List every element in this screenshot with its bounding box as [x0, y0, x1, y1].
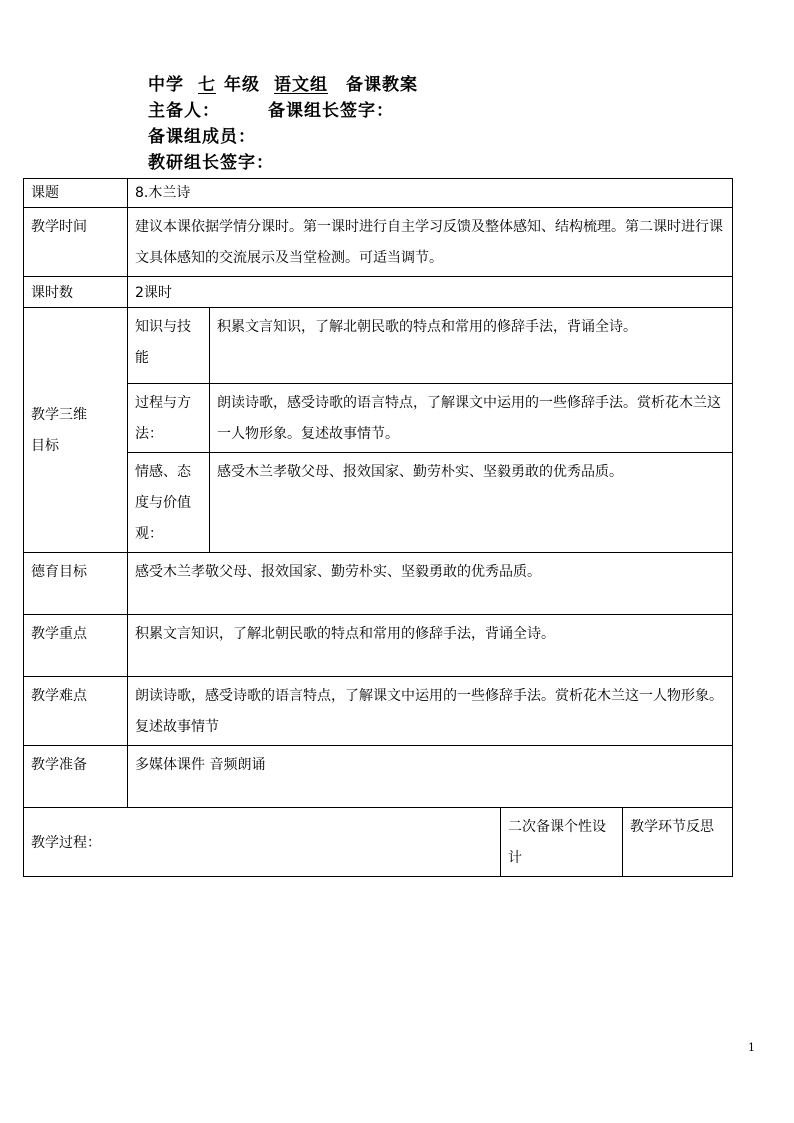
grade-value: 七: [198, 75, 216, 95]
periods-value: 2课时: [128, 277, 733, 308]
time-value: 建议本课依据学情分课时。第一课时进行自主学习反馈及整体感知、结构梳理。第二课时进行课文具体感知的交流展示及当堂检测。可适当调节。: [128, 208, 733, 277]
page-number: 1: [748, 1041, 755, 1054]
prep-row: [24, 746, 733, 808]
lesson-plan-table: [23, 178, 733, 877]
goal-knowledge-text: 积累文言知识，了解北朝民歌的特点和常用的修辞手法，背诵全诗。: [210, 308, 733, 384]
grade-suffix: 年级: [224, 75, 260, 95]
periods-row: [24, 277, 733, 308]
difficulty-value: 朗读诗歌，感受诗歌的语言特点，了解课文中运用的一些修辞手法。赏析花木兰这一人物形象。复述故事情节: [128, 677, 733, 746]
key-label: 教学重点: [24, 615, 128, 677]
lead-preparer-label: 主备人：: [148, 101, 220, 121]
moral-value: 感受木兰孝敬父母、报效国家、勤劳朴实、坚毅勇敢的优秀品质。: [128, 553, 733, 615]
group-members-label: 备课组成员：: [148, 127, 256, 147]
goal-process-label: 过程与方法：: [128, 384, 210, 453]
topic-label: 课题: [24, 179, 128, 208]
second-design-label: 二次备课个性设计: [501, 808, 623, 877]
prep-value: 多媒体课件 音频朗诵: [128, 746, 733, 808]
process-label: 教学过程：: [24, 808, 501, 877]
school-label: 中学: [148, 75, 184, 95]
plan-title: 备课教案: [346, 75, 418, 95]
time-row: [24, 208, 733, 277]
time-label: 教学时间: [24, 208, 128, 277]
difficulty-label: 教学难点: [24, 677, 128, 746]
goals-row-3: [24, 453, 733, 553]
goals-row-2: [24, 384, 733, 453]
header-members-line: [148, 124, 418, 150]
goals-row-1: [24, 308, 733, 384]
goals-label: 教学三维目标: [24, 308, 128, 553]
topic-value: 8.木兰诗: [128, 179, 733, 208]
header-research-line: [148, 150, 418, 176]
research-leader-sign-label: 教研组长签字：: [148, 153, 274, 173]
key-row: [24, 615, 733, 677]
group-leader-sign-label: 备课组长签字：: [268, 101, 394, 121]
goal-knowledge-label: 知识与技能: [128, 308, 210, 384]
moral-row: [24, 553, 733, 615]
goal-emotion-label: 情感、态度与价值观：: [128, 453, 210, 553]
difficulty-row: [24, 677, 733, 746]
periods-label: 课时数: [24, 277, 128, 308]
header-title-line: [148, 72, 418, 98]
process-row: [24, 808, 733, 877]
topic-row: [24, 179, 733, 208]
moral-label: 德育目标: [24, 553, 128, 615]
prep-label: 教学准备: [24, 746, 128, 808]
goal-emotion-text: 感受木兰孝敬父母、报效国家、勤劳朴实、坚毅勇敢的优秀品质。: [210, 453, 733, 553]
document-header: [148, 72, 418, 176]
key-value: 积累文言知识，了解北朝民歌的特点和常用的修辞手法，背诵全诗。: [128, 615, 733, 677]
subject-group: 语文组: [274, 75, 328, 95]
header-lead-line: [148, 98, 418, 124]
goal-process-text: 朗读诗歌，感受诗歌的语言特点，了解课文中运用的一些修辞手法。赏析花木兰这一人物形象。复述故事情节。: [210, 384, 733, 453]
reflection-label: 教学环节反思: [623, 808, 733, 877]
